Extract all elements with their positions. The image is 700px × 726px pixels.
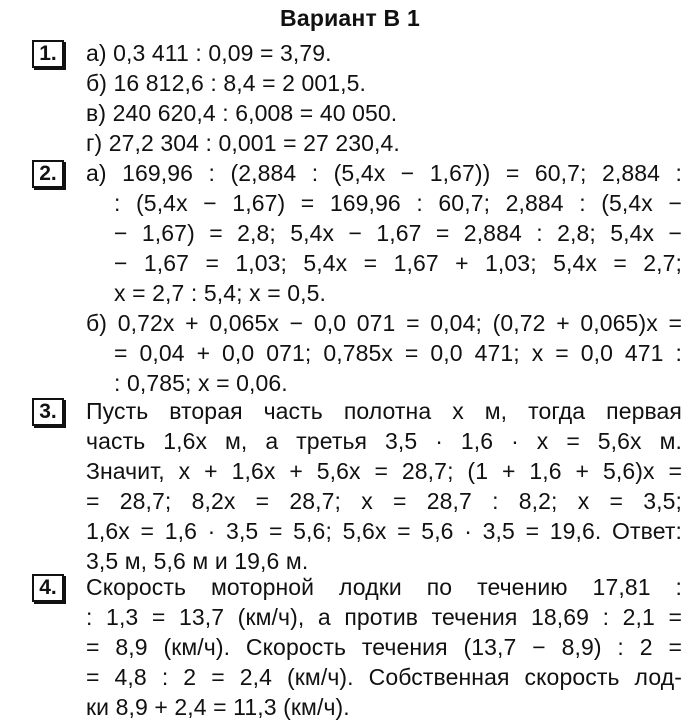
page-title: Вариант В 1 bbox=[280, 5, 420, 31]
task-line: б) 16 812,6 : 8,4 = 2 001,5. bbox=[86, 70, 367, 96]
task-line: − 1,67 = 1,03; 5,4x = 1,67 + 1,03; 5,4x = 2,7; bbox=[114, 250, 682, 276]
task-line: часть 1,6x м, а третья 3,5 · 1,6 · x = 5,6x м. bbox=[86, 428, 682, 454]
task-line: = 0,04 + 0,0 071; 0,785x = 0,0 471; x = 0,0 471 : bbox=[114, 340, 682, 366]
task-line: = 8,9 (км/ч). Скорость течения (13,7 − 8,9) : 2 = bbox=[86, 634, 682, 660]
task-number: 2. bbox=[32, 160, 64, 188]
task-line: 1,6x = 1,6 · 3,5 = 5,6; 5,6x = 5,6 · 3,5 = 19,6. Ответ: bbox=[86, 518, 682, 544]
task-line: − 1,67) = 2,8; 5,4x − 1,67 = 2,884 : 2,8; 5,4x − bbox=[114, 220, 682, 246]
task-line: а) 169,96 : (2,884 : (5,4x − 1,67)) = 60,7; 2,884 : bbox=[86, 160, 682, 186]
task-line: : (5,4x − 1,67) = 169,96 : 60,7; 2,884 : (5,4x − bbox=[114, 190, 682, 216]
task-line: x = 2,7 : 5,4; x = 0,5. bbox=[114, 280, 326, 306]
task-line: Пусть вторая часть полотна x м, тогда первая bbox=[86, 398, 682, 424]
task-line: а) 0,3 411 : 0,09 = 3,79. bbox=[86, 40, 332, 66]
task-line: = 28,7; 8,2x = 28,7; x = 28,7 : 8,2; x = 3,5; bbox=[86, 488, 682, 514]
task-line: б) 0,72x + 0,065x − 0,0 071 = 0,04; (0,72 + 0,065)x = bbox=[86, 310, 682, 336]
task-line: : 0,785; x = 0,06. bbox=[114, 370, 288, 396]
task-line: в) 240 620,4 : 6,008 = 40 050. bbox=[86, 100, 398, 126]
task-number: 1. bbox=[32, 40, 64, 68]
task-line: Значит, x + 1,6x + 5,6x = 28,7; (1 + 1,6 + 5,6)x = bbox=[86, 458, 682, 484]
task-number: 4. bbox=[32, 574, 64, 602]
task-line: = 4,8 : 2 = 2,4 (км/ч). Собственная скорость лод- bbox=[86, 664, 682, 690]
task-line: Скорость моторной лодки по течению 17,81 : bbox=[86, 574, 682, 600]
task-line: 3,5 м, 5,6 м и 19,6 м. bbox=[86, 548, 309, 574]
task-line: г) 27,2 304 : 0,001 = 27 230,4. bbox=[86, 130, 400, 156]
task-number: 3. bbox=[32, 398, 64, 426]
task-line: : 1,3 = 13,7 (км/ч), а против течения 18,69 : 2,1 = bbox=[86, 604, 682, 630]
task-line: ки 8,9 + 2,4 = 11,3 (км/ч). bbox=[86, 694, 350, 720]
